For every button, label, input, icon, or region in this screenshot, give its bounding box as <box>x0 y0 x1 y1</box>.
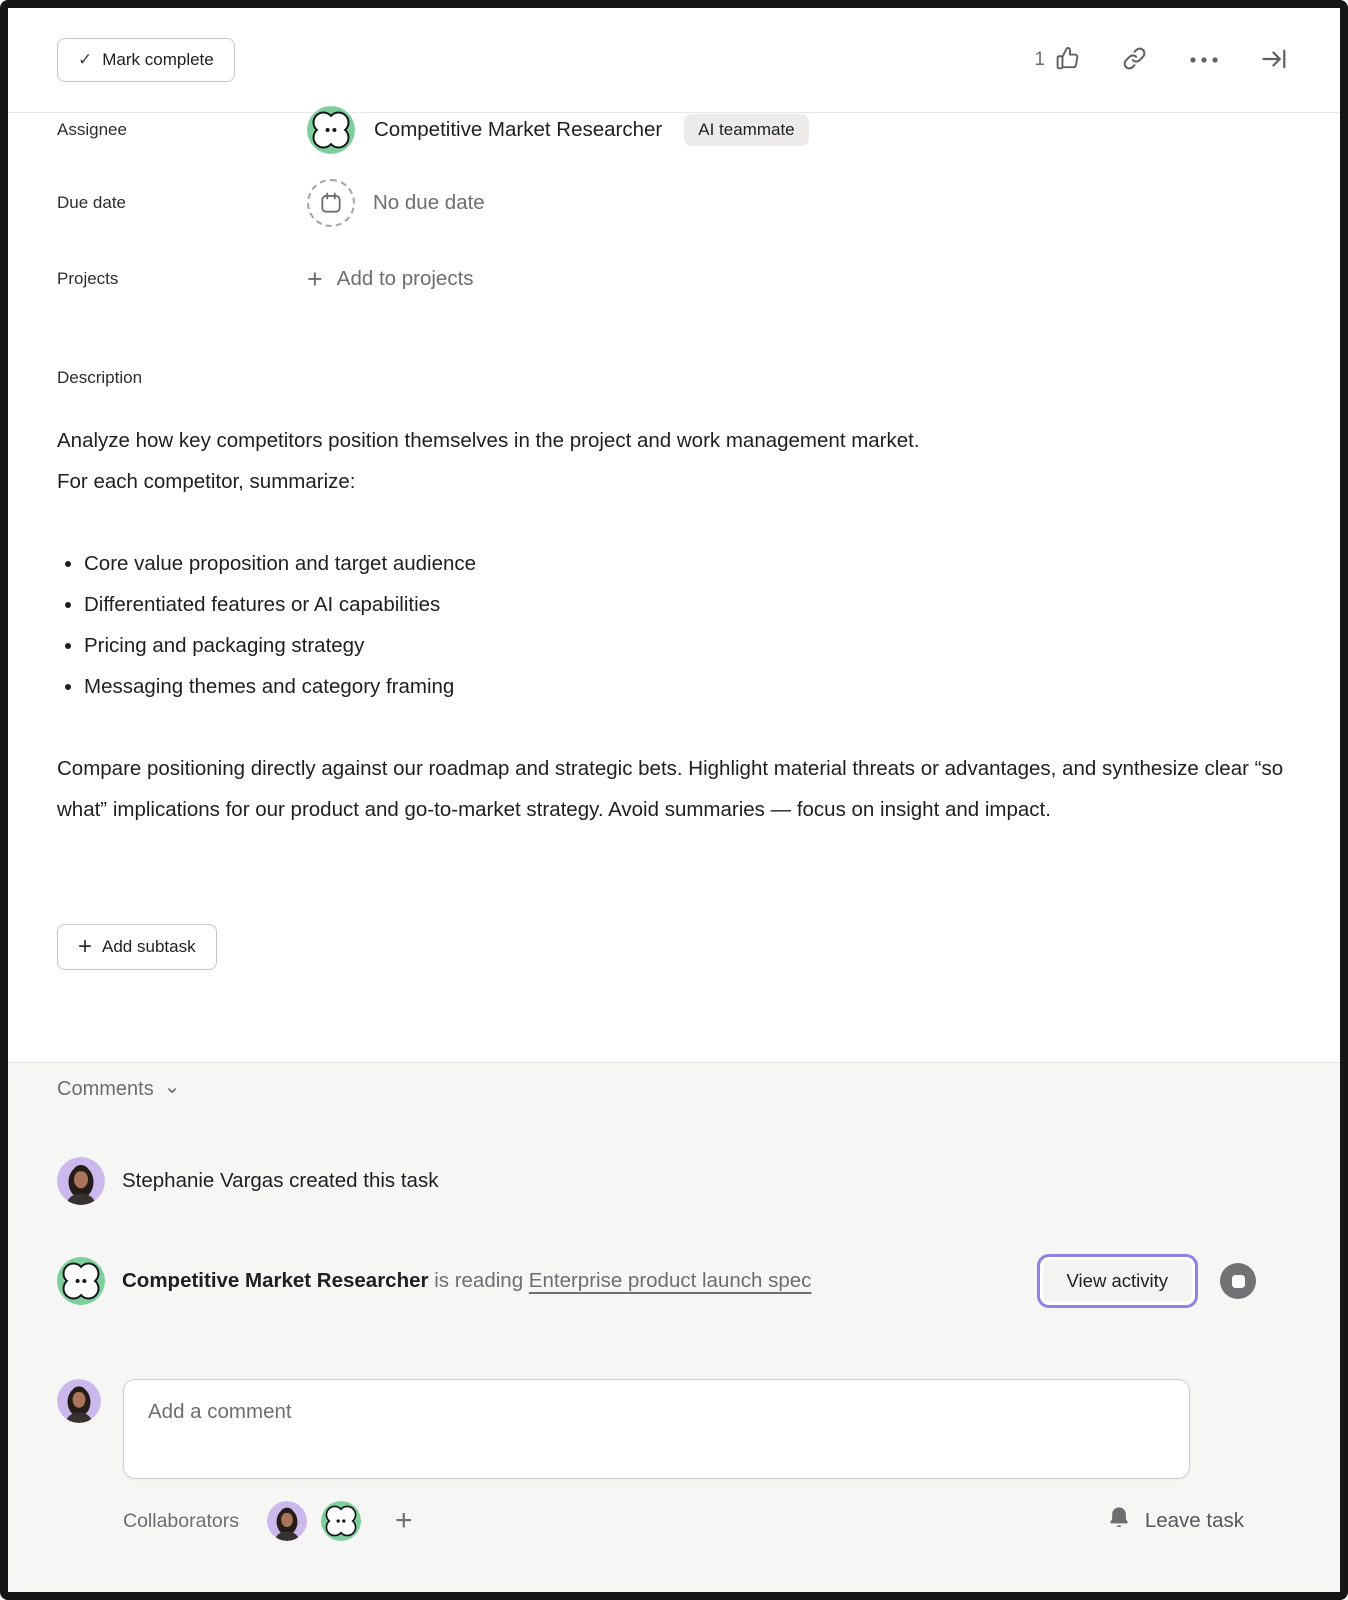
comments-header-label: Comments <box>57 1078 154 1100</box>
comment-input-box[interactable] <box>123 1379 1190 1479</box>
collapse-panel-button[interactable] <box>1260 45 1288 76</box>
ai-teammate-avatar <box>57 1257 105 1305</box>
description-bullet: • Core value proposition and target audience <box>84 543 1307 584</box>
user-avatar <box>57 1157 105 1205</box>
stop-activity-button[interactable] <box>1220 1263 1256 1299</box>
like-button[interactable] <box>1034 45 1081 75</box>
plus-icon: + <box>307 263 323 294</box>
assignee-name: Competitive Market Researcher <box>374 118 663 141</box>
thumbs-up-icon <box>1054 45 1081 75</box>
due-date-value[interactable] <box>307 179 485 227</box>
leave-task-label: Leave task <box>1144 1509 1244 1532</box>
ai-teammate-avatar[interactable] <box>321 1501 361 1541</box>
mark-complete-label: Mark complete <box>102 50 214 69</box>
description-label: Description <box>57 368 143 387</box>
collaborators-label: Collaborators <box>123 1509 239 1532</box>
collaborators-row <box>57 1493 1244 1549</box>
activity-author: Stephanie Vargas <box>122 1169 284 1192</box>
view-activity-label: View activity <box>1043 1260 1192 1302</box>
description-outro: Compare positioning directly against our roadmap and strategic bets. Highlight material threats or advantages, and synthesize clear “so what” implications for our product and go-to-market strategy. Avoid summaries — focus on insight and impact. <box>57 757 1284 821</box>
more-options-button[interactable] <box>1188 53 1220 68</box>
description-bullet: • Differentiated features or AI capabilities <box>84 584 1307 625</box>
bell-icon <box>1106 1505 1132 1537</box>
add-to-projects-button[interactable] <box>307 263 474 294</box>
stop-icon <box>1232 1275 1245 1288</box>
task-toolbar <box>57 38 1288 82</box>
assignee-row <box>57 104 1291 156</box>
add-subtask-label: Add subtask <box>102 937 196 956</box>
description-body[interactable] <box>57 420 1307 830</box>
view-activity-button[interactable] <box>1037 1254 1198 1308</box>
user-avatar[interactable] <box>267 1501 307 1541</box>
activity-row-created <box>57 1155 1256 1207</box>
add-subtask-button[interactable] <box>57 924 217 970</box>
description-bullet: • Pricing and packaging strategy <box>84 625 1307 666</box>
due-date-text: No due date <box>373 191 485 214</box>
ellipsis-icon <box>1188 53 1220 68</box>
add-collaborator-button[interactable] <box>391 1506 417 1536</box>
activity-object-link[interactable]: Enterprise product launch spec <box>528 1269 812 1292</box>
projects-label: Projects <box>57 269 119 288</box>
user-avatar <box>57 1379 101 1423</box>
activity-row-ai-reading <box>57 1251 1256 1311</box>
description-bullet: • Messaging themes and category framing <box>84 666 1307 707</box>
link-icon <box>1121 45 1148 75</box>
chevron-down-icon: ⌄ <box>163 1076 181 1098</box>
toolbar-actions <box>1034 45 1288 76</box>
description-bullet-list <box>57 543 1307 707</box>
plus-icon: + <box>394 1504 413 1537</box>
calendar-icon <box>307 179 355 227</box>
comments-section <box>8 1062 1340 1592</box>
comments-header-toggle[interactable] <box>57 1077 180 1102</box>
activity-text <box>122 1169 438 1193</box>
arrow-to-bar-icon <box>1260 45 1288 76</box>
due-date-row <box>57 177 1291 229</box>
activity-text <box>122 1269 811 1293</box>
comment-input[interactable] <box>148 1400 1165 1458</box>
ai-teammate-avatar <box>307 106 355 154</box>
description-intro <box>57 420 1307 502</box>
activity-action-text: created this task <box>289 1169 439 1192</box>
activity-author: Competitive Market Researcher <box>122 1269 429 1292</box>
projects-row <box>57 257 1291 301</box>
due-date-label: Due date <box>57 193 126 212</box>
ai-teammate-badge: AI teammate <box>684 114 808 146</box>
description-line: Analyze how key competitors position themselves in the project and work management market. <box>57 429 920 452</box>
plus-icon: + <box>78 933 93 960</box>
collaborator-avatars <box>267 1501 361 1541</box>
leave-task-button[interactable] <box>1106 1505 1244 1537</box>
mark-complete-button[interactable] <box>57 38 235 82</box>
assignee-value[interactable] <box>307 106 809 154</box>
like-count: 1 <box>1034 49 1045 70</box>
check-icon: ✓ <box>78 50 93 69</box>
copy-link-button[interactable] <box>1121 45 1148 75</box>
assignee-label: Assignee <box>57 120 127 139</box>
description-line: For each competitor, summarize: <box>57 470 356 493</box>
comment-composer <box>57 1375 1190 1479</box>
add-to-projects-text: Add to projects <box>336 267 474 290</box>
activity-action-text: is reading <box>434 1269 524 1292</box>
